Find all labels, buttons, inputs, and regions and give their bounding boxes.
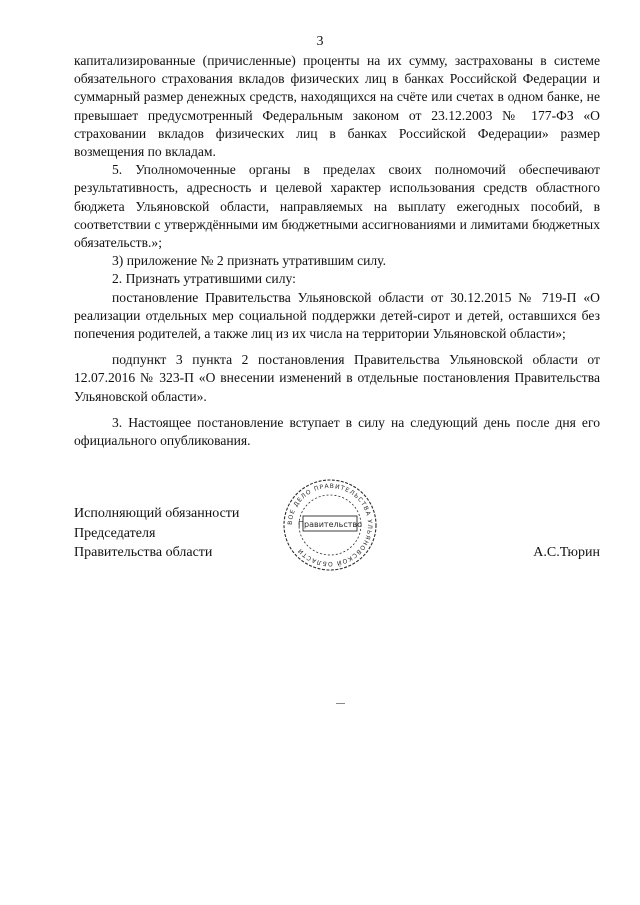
page-number: 3 <box>316 34 324 49</box>
paragraph-repealed-resolution-719: постановление Правительства Ульяновской области от 30.12.2015 № 719-П «О реализации отдельных мер социальной поддержки детей-сирот и детей, оставшихся без попечения родителей, а также лиц из их числа на территории Ульяновской области»; <box>74 289 600 342</box>
seal-center-text: Правительство <box>298 520 362 529</box>
paragraph-continuation: капитализированные (причисленные) проценты на их сумму, застрахованы в системе обязательного страхования вкладов физических лиц в банках Российской Федерации и суммарный размер денежных средств, находящихся на счёте или счетах в одном банке, не превышает предусмотренный Федеральным законом от 23.12.2003 № 177-ФЗ «О страховании вкладов физических лиц в банках Российской Федерации» размер возмещения по вкладам. <box>74 53 600 160</box>
signature-title-block <box>74 504 239 563</box>
footer-dash-mark <box>336 703 345 704</box>
signature-title-line-1: Исполняющий обязанности <box>74 506 240 521</box>
paragraph-item-2: 2. Признать утратившими силу: <box>112 271 296 287</box>
paragraph-subitem-3: 3) приложение № 2 признать утратившим силу. <box>112 253 386 269</box>
paragraph-repealed-subitem-323: подпункт 3 пункта 2 постановления Правительства Ульяновской области от 12.07.2016 № 323-П «О внесении изменений в отдельные постановления Правительства Ульяновской области». <box>74 352 600 404</box>
signature-title-line-2: Председателя <box>74 525 156 541</box>
signer-name: А.С.Тюрин <box>533 545 600 560</box>
official-seal-stamp <box>282 478 378 572</box>
seal-ring-text: ВОЕ ДЕЛО ПРАВИТЕЛЬСТВА УЛЬЯНОВСКОЙ ОБЛАСТИ <box>286 482 374 568</box>
signature-title-line-3: Правительства области <box>74 545 213 560</box>
document-body <box>74 52 600 450</box>
paragraph-item-3-effective-date: 3. Настоящее постановление вступает в силу на следующий день после дня его официального опубликования. <box>74 414 600 449</box>
paragraph-item-5: 5. Уполномоченные органы в пределах своих полномочий обеспечивают результативность, адресность и целевой характер использования средств областного бюджета Ульяновской области, направляемых на выплату ежегодных пособий, в соответствии с утверждёнными им бюджетными ассигнованиями и лимитами бюджетных обязательств.»; <box>74 162 600 251</box>
